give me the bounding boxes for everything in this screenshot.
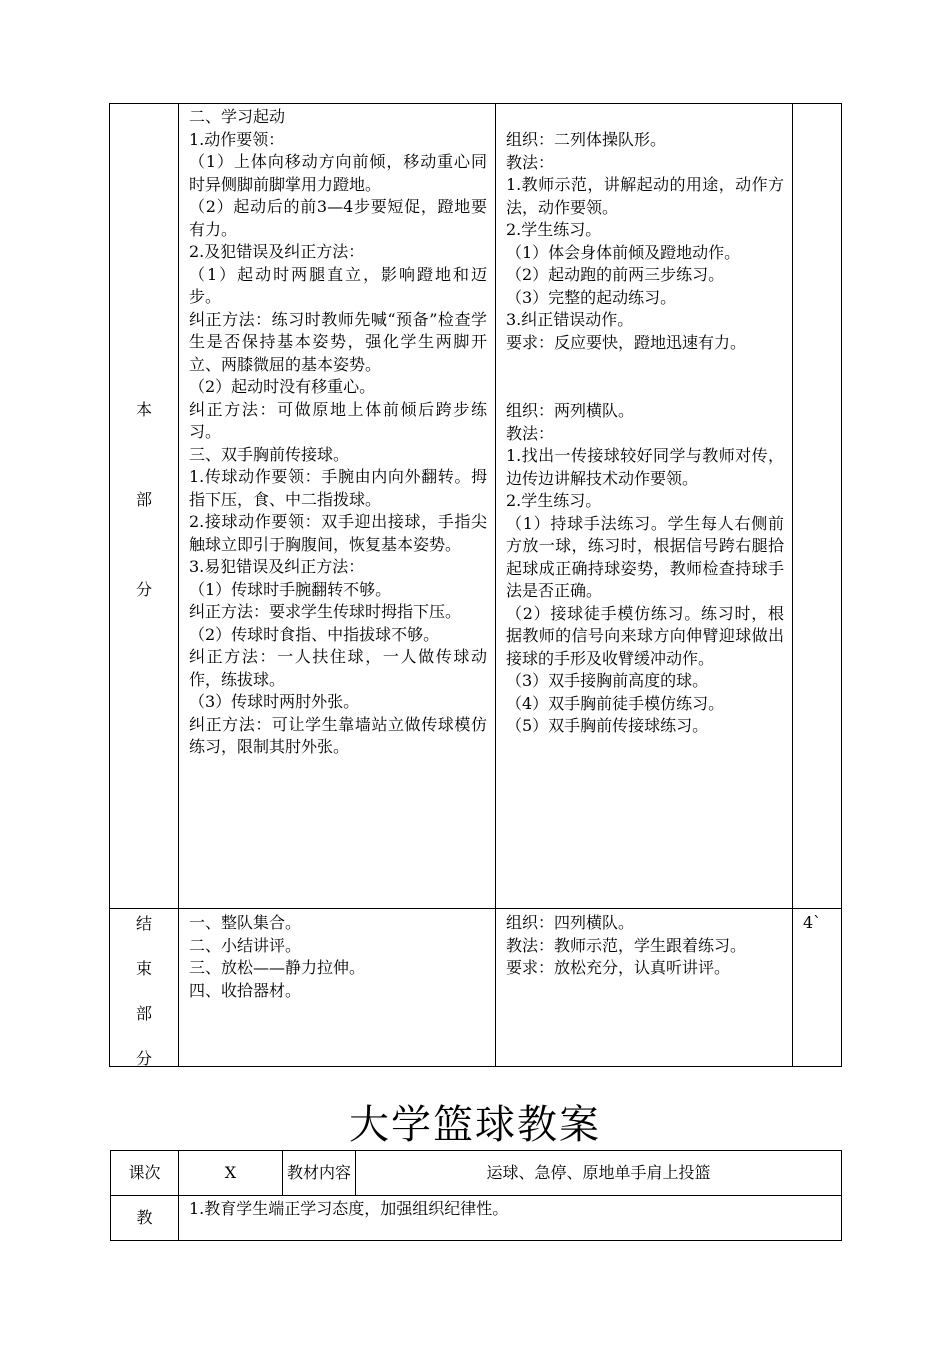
org-line: （5）双手胸前传接球练习。 (506, 716, 709, 735)
section-label-char: 分 (135, 580, 152, 599)
org-line: 1.找出一传接球较好同学与教师对传，边传边讲解技术动作要领。 (506, 446, 784, 488)
content-line: （1）传球时手腕翻转不够。 (189, 579, 392, 599)
page-title: 大学篮球教案 (349, 1102, 601, 1148)
lesson-info-row (111, 1151, 842, 1196)
content-line: 三、双手胸前传接球。 (189, 444, 350, 464)
org-line: （2）接球徒手模仿练习。练习时，根据教师的信号向来球方向伸臂迎球做出接球的手形及收臂缓冲动作。 (506, 603, 784, 668)
content-line: 三、放松——静力拉伸。 (189, 958, 366, 977)
main-section-time (793, 104, 842, 909)
content-line: 一、整队集合。 (189, 913, 302, 932)
content-line: 纠正方法：练习时教师先喊“预备”检查学生是否保持基本姿势，强化学生两脚开立、两膝微屈的基本姿势。 (189, 309, 487, 374)
content-line: 纠正方法：要求学生传球时拇指下压。 (189, 602, 462, 621)
content-line: 1.传球动作要领：手腕由内向外翻转。拇指下压，食、中二指拨球。 (189, 467, 487, 509)
lesson-header-table (110, 1150, 842, 1241)
end-section-organization (496, 909, 793, 1067)
lesson-plan-table-part (109, 103, 842, 1067)
content-label: 教材内容 (283, 1151, 356, 1196)
content-line: 纠正方法：可做原地上体前倾后跨步练习。 (189, 399, 487, 441)
org-line: 3.纠正错误动作。 (506, 310, 634, 329)
objective-text: 1.教育学生端正学习态度，加强组织纪律性。 (179, 1196, 842, 1241)
objective-label: 教 (111, 1196, 179, 1241)
org-line: 1.教师示范，讲解起动的用途，动作方法，动作要领。 (506, 175, 784, 217)
content-line: （1）上体向移动方向前倾，移动重心同时异侧脚前脚掌用力蹬地。 (189, 152, 487, 194)
content-line: 二、学习起动 (189, 107, 286, 126)
org-line: 要求：放松充分，认真听讲评。 (506, 958, 731, 977)
content-line: 2.及犯错误及纠正方法： (189, 242, 365, 261)
objective-row (111, 1196, 842, 1241)
org-line: 组织：二列体操队形。 (506, 130, 667, 149)
section-label-char: 束 (135, 959, 152, 978)
lesson-value: X (179, 1151, 283, 1196)
content-line: （2）起动后的前3—4步要短促，蹬地要有力。 (189, 197, 487, 239)
content-line: （1）起动时两腿直立，影响蹬地和迈步。 (189, 264, 487, 306)
lesson-label: 课次 (111, 1151, 179, 1196)
content-line: 2.接球动作要领：双手迎出接球，手指尖触球立即引于胸腹间，恢复基本姿势。 (189, 512, 487, 554)
org-line: 2.学生练习。 (506, 491, 602, 510)
org-line: （1）体会身体前倾及蹬地动作。 (506, 242, 741, 262)
content-line: 四、收拾器材。 (189, 980, 302, 1000)
content-line: 纠正方法：可让学生靠墙站立做传球模仿练习，限制其肘外张。 (189, 714, 487, 756)
content-line: 二、小结讲评。 (189, 935, 302, 955)
main-section-label (110, 104, 179, 909)
org-line: 教法： (506, 423, 555, 443)
org-line: （4）双手胸前徒手模仿练习。 (506, 693, 725, 713)
org-line: （1）持球手法练习。学生每人右侧前方放一球，练习时，根据信号跨右腿拾起球成正确持球姿势，教师检查持球手法是否正确。 (506, 513, 784, 600)
section-label-char: 部 (135, 1004, 152, 1023)
org-line: 教法： (506, 152, 555, 172)
org-line: 教法：教师示范，学生跟着练习。 (506, 935, 747, 955)
org-line: （3）双手接胸前高度的球。 (506, 671, 709, 690)
section-label-char: 本 (135, 400, 152, 419)
end-section-row (110, 909, 842, 1067)
org-line: 组织：两列横队。 (506, 401, 635, 420)
org-line: （2）起动跑的前两三步练习。 (506, 265, 725, 284)
end-section-label (110, 909, 179, 1067)
content-line: 1.动作要领： (189, 129, 285, 149)
org-line: 组织：四列横队。 (506, 913, 635, 932)
end-section-time: 4` (793, 909, 842, 1067)
main-section-row (110, 104, 842, 909)
content-line: 纠正方法：一人扶住球，一人做传球动作，练拔球。 (189, 647, 487, 689)
org-line: 要求：反应要快，蹬地迅速有力。 (506, 332, 747, 352)
section-label-char: 部 (135, 490, 152, 509)
content-line: （2）起动时没有移重心。 (189, 377, 376, 396)
main-section-organization (496, 104, 793, 909)
main-section-content (179, 104, 496, 909)
content-value: 运球、急停、原地单手肩上投篮 (356, 1151, 842, 1196)
content-line: （2）传球时食指、中指拔球不够。 (189, 624, 440, 644)
org-line: 2.学生练习。 (506, 220, 602, 239)
section-label-char: 结 (135, 914, 152, 933)
section-label-char: 分 (135, 1049, 152, 1066)
org-line: （3）完整的起动练习。 (506, 287, 677, 307)
content-line: （3）传球时两肘外张。 (189, 692, 360, 711)
end-section-content (179, 909, 496, 1067)
content-line: 3.易犯错误及纠正方法： (189, 557, 365, 576)
